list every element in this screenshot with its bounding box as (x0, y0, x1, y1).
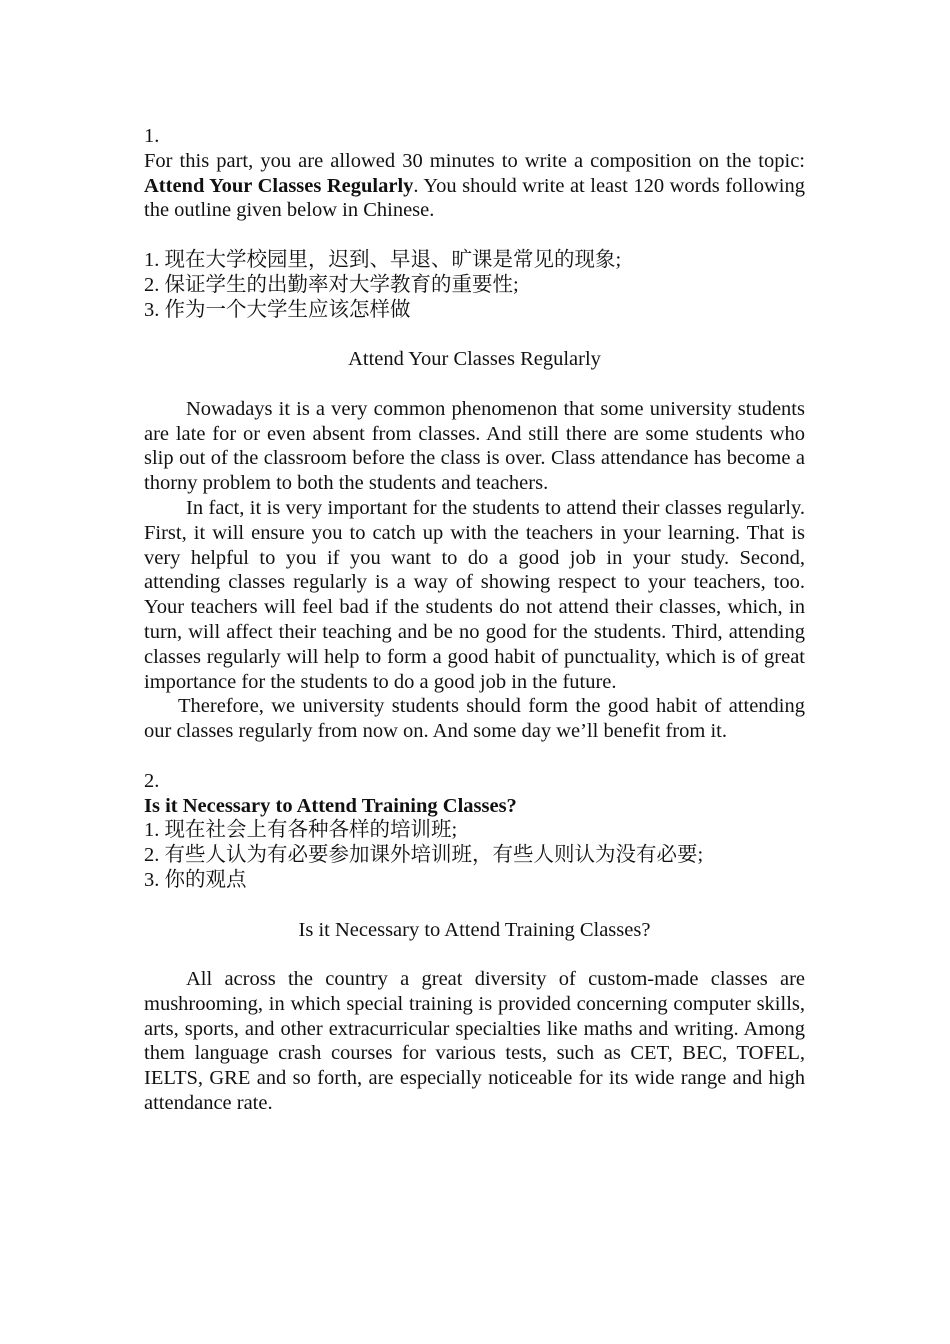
outline-item-2: 2. 有些人认为有必要参加课外培训班，有些人则认为没有必要; (144, 844, 704, 867)
spacer (144, 322, 805, 347)
outline-item-1: 1. 现在大学校园里，迟到、早退、旷课是常见的现象; (144, 248, 622, 271)
document-page (144, 124, 805, 1116)
spacer (144, 744, 805, 769)
outline-item-1: 1. 现在社会上有各种各样的培训班; (144, 819, 458, 842)
essay-paragraph-1: All across the country a great diversity of custom-made classes are mushrooming, in which special training is provided concerning computer skills, arts, sports, and other extracurricular specialties like maths and writing. Among them language crash courses for various tests, such as CET, BEC, TOFEL, IELTS, GRE and so forth, are especially noticeable for its wide range and high attendance rate. (144, 968, 805, 1115)
essay-paragraph-3: Therefore, we university students should form the good habit of attending our classes regularly from now on. And some day we’ll benefit from it. (144, 695, 805, 743)
outline-item-3: 3. 你的观点 (144, 868, 247, 891)
essay-paragraph-1: Nowadays it is a very common phenomenon that some university students are late for or even absent from classes. And still there are some students who slip out of the classroom before the class is over. Class attendance has become a thorny problem to both the students and teachers. (144, 397, 805, 495)
outline-item-3: 3. 作为一个大学生应该怎样做 (144, 298, 411, 321)
section1-instruction (144, 149, 805, 223)
section2-number: 2. (144, 769, 160, 792)
instruction-topic: Attend Your Classes Regularly (144, 174, 414, 197)
section2-heading (144, 794, 805, 819)
spacer (144, 372, 805, 397)
section2-heading-text: Is it Necessary to Attend Training Classes? (144, 794, 517, 817)
outline-item-2: 2. 保证学生的出勤率对大学教育的重要性; (144, 273, 519, 296)
section1-number: 1. (144, 125, 160, 147)
essay-title: Is it Necessary to Attend Training Classes? (298, 918, 651, 941)
spacer (144, 893, 805, 918)
instruction-text-before: For this part, you are allowed 30 minutes to write a composition on the topic: (144, 149, 805, 172)
essay-title: Attend Your Classes Regularly (348, 348, 601, 371)
spacer (144, 942, 805, 967)
spacer (144, 223, 805, 248)
instruction-text-after: . You should write at least 120 words following the outline given below in Chinese. (144, 174, 805, 222)
essay-paragraph-2: In fact, it is very important for the students to attend their classes regularly. First, it will ensure you to catch up with the teachers in your learning. That is very helpful to you if you want to do a good job in your study. Second, attending classes regularly is a way of showing respect to your teachers, too. Your teachers will feel bad if the students do not attend their classes, which, in turn, will affect their teaching and be no good for the students. Third, attending classes regularly will help to form a good habit of punctuality, which is of great importance for the students to do a good job in the future. (144, 496, 805, 693)
